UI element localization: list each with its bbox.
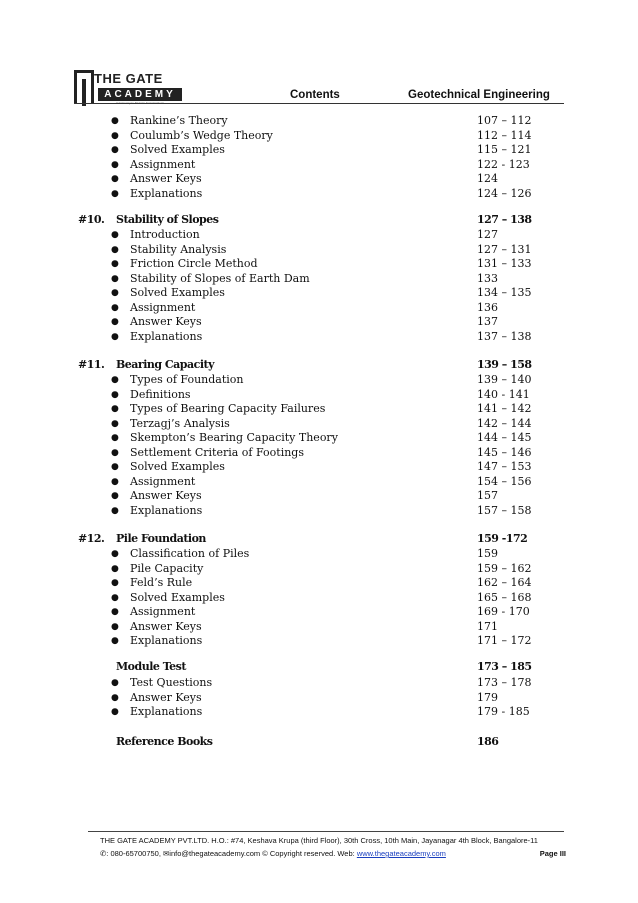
footer-divider <box>88 831 564 832</box>
toc-item-label: Types of Foundation <box>130 373 244 386</box>
toc-item-page: 165 – 168 <box>477 590 532 604</box>
bullet-icon: ● <box>111 244 119 255</box>
toc-item-label: Coulumb’s Wedge Theory <box>130 129 273 142</box>
toc-item-page: 137 – 138 <box>477 329 532 343</box>
chapter-title: Stability of Slopes <box>116 213 219 226</box>
footer-contact <box>100 849 566 858</box>
bullet-icon: ● <box>111 607 119 617</box>
toc-item-page: 169 - 170 <box>477 605 530 618</box>
page-number: Page III <box>539 849 566 858</box>
bullet-icon: ● <box>111 259 119 269</box>
toc-item-page: 162 – 164 <box>477 576 532 589</box>
toc-item-label: Skempton’s Bearing Capacity Theory <box>130 431 338 444</box>
toc-item-page: 145 – 146 <box>477 445 532 459</box>
bullet-icon: ● <box>111 678 119 688</box>
toc-item-label: Solved Examples <box>130 590 225 604</box>
bullet-icon: ● <box>111 375 119 385</box>
logo-mark-icon <box>74 70 94 103</box>
chapter-page: 139 – 158 <box>477 358 532 371</box>
bullet-icon: ● <box>111 549 119 559</box>
toc-item-label: Pile Capacity <box>130 561 204 575</box>
toc-item-label: Feld’s Rule <box>130 576 193 589</box>
toc-item-page: 144 – 145 <box>477 431 532 444</box>
logo-text: THE GATE <box>94 71 163 86</box>
toc-item-page: 141 – 142 <box>477 402 532 415</box>
toc-item-label: Test Questions <box>130 676 213 689</box>
toc-item-label: Solved Examples <box>130 143 225 156</box>
toc-item-label: Answer Keys <box>130 172 202 185</box>
toc-item-label: Assignment <box>130 474 196 488</box>
header-divider <box>74 103 564 104</box>
toc-item-page: 179 <box>477 690 498 704</box>
chapter-page: 159 -172 <box>477 532 528 545</box>
toc-item-page: 159 – 162 <box>477 561 532 575</box>
toc-item-label: Assignment <box>130 158 196 171</box>
toc-item-label: Answer Keys <box>130 489 202 502</box>
bullet-icon: ● <box>111 621 119 632</box>
bullet-icon: ● <box>111 145 119 155</box>
toc-item-page: 134 – 135 <box>477 286 532 299</box>
bullet-icon: ● <box>111 174 119 184</box>
toc-item-page: 157 <box>477 489 498 502</box>
footer-address: THE GATE ACADEMY PVT.LTD. H.O.: #74, Keshava Krupa (third Floor), 30th Cross, 10th Main, Jayanagar 4th Block, Bangalore-11 <box>100 836 538 845</box>
bullet-icon: ● <box>111 578 119 588</box>
toc-item-page: 124 – 126 <box>477 187 532 200</box>
bullet-icon: ● <box>111 476 119 487</box>
toc-item-label: Friction Circle Method <box>130 257 258 270</box>
toc-item-page: 179 - 185 <box>477 705 530 718</box>
bullet-icon: ● <box>111 404 119 414</box>
toc-item-page: 136 <box>477 300 498 314</box>
toc-item-label: Rankine’s Theory <box>130 114 228 127</box>
chapter-title: Reference Books <box>116 735 213 748</box>
toc-item-page: 115 – 121 <box>477 143 532 156</box>
toc-item-page: 171 – 172 <box>477 634 532 647</box>
bullet-icon: ● <box>111 317 119 327</box>
toc-item-page: 171 <box>477 619 498 633</box>
toc-item-label: Types of Bearing Capacity Failures <box>130 402 326 415</box>
bullet-icon: ● <box>111 462 119 472</box>
toc-item-page: 124 <box>477 172 498 185</box>
toc-item-page: 140 - 141 <box>477 387 530 401</box>
toc-item-page: 112 – 114 <box>477 129 532 142</box>
bullet-icon: ● <box>111 692 119 703</box>
toc-item-label: Stability Analysis <box>130 242 227 256</box>
footer-contact-text: ✆: 080-65700750, ✉info@thegateacademy.com © Copyright reserved. Web: <box>100 849 357 858</box>
toc-item-label: Explanations <box>130 634 203 647</box>
toc-item-label: Assignment <box>130 300 196 314</box>
chapter-number: #11. <box>78 358 105 371</box>
bullet-icon: ● <box>111 447 119 458</box>
bullet-icon: ● <box>111 592 119 603</box>
toc-item-label: Terzagj’s Analysis <box>130 416 230 430</box>
bullet-icon: ● <box>111 189 119 199</box>
toc-item-page: 154 – 156 <box>477 474 532 488</box>
bullet-icon: ● <box>111 160 119 170</box>
toc-item-page: 133 <box>477 271 498 285</box>
header-section: Contents <box>290 89 340 101</box>
bullet-icon: ● <box>111 273 119 284</box>
toc-item-label: Explanations <box>130 503 203 517</box>
toc-item-label: Explanations <box>130 187 203 200</box>
toc-item-label: Classification of Piles <box>130 547 250 560</box>
bullet-icon: ● <box>111 433 119 443</box>
toc-item-label: Answer Keys <box>130 619 202 633</box>
toc-item-label: Introduction <box>130 228 200 241</box>
bullet-icon: ● <box>111 491 119 501</box>
toc-item-page: 127 <box>477 228 498 241</box>
chapter-page: 127 – 138 <box>477 213 532 226</box>
toc-item-page: 157 – 158 <box>477 503 532 517</box>
toc-item-label: Answer Keys <box>130 315 202 328</box>
toc-item-page: 139 – 140 <box>477 373 532 386</box>
chapter-title: Module Test <box>116 660 186 673</box>
bullet-icon: ● <box>111 302 119 313</box>
toc-item-label: Stability of Slopes of Earth Dam <box>130 271 310 285</box>
bullet-icon: ● <box>111 636 119 646</box>
bullet-icon: ● <box>111 418 119 429</box>
footer-web-link[interactable]: www.thegateacademy.com <box>356 849 446 858</box>
toc-item-page: 159 <box>477 547 498 560</box>
bullet-icon: ● <box>111 288 119 298</box>
toc-item-page: 147 – 153 <box>477 460 532 473</box>
header-subject: Geotechnical Engineering <box>408 89 550 101</box>
toc-item-label: Definitions <box>130 387 191 401</box>
toc-item-page: 137 <box>477 315 498 328</box>
chapter-page: 173 – 185 <box>477 660 532 673</box>
chapter-number: #12. <box>78 532 105 545</box>
toc-item-label: Answer Keys <box>130 690 202 704</box>
chapter-title: Bearing Capacity <box>116 358 214 371</box>
bullet-icon: ● <box>111 116 119 126</box>
logo-bar-text: ACADEMY <box>98 88 182 101</box>
toc-item-page: 122 - 123 <box>477 158 530 171</box>
chapter-title: Pile Foundation <box>116 532 206 545</box>
bullet-icon: ● <box>111 331 119 342</box>
bullet-icon: ● <box>111 389 119 400</box>
toc-item-label: Solved Examples <box>130 460 225 473</box>
bullet-icon: ● <box>111 563 119 574</box>
toc-item-label: Explanations <box>130 705 203 718</box>
toc-item-label: Settlement Criteria of Footings <box>130 445 304 459</box>
bullet-icon: ● <box>111 131 119 141</box>
bullet-icon: ● <box>111 707 119 717</box>
toc-item-page: 131 – 133 <box>477 257 532 270</box>
bullet-icon: ● <box>111 505 119 516</box>
toc-item-label: Assignment <box>130 605 196 618</box>
chapter-page: 186 <box>477 735 499 748</box>
toc-item-label: Explanations <box>130 329 203 343</box>
toc-item-page: 127 – 131 <box>477 242 532 256</box>
toc-item-page: 142 – 144 <box>477 416 532 430</box>
bullet-icon: ● <box>111 230 119 240</box>
toc-item-page: 173 – 178 <box>477 676 532 689</box>
chapter-number: #10. <box>78 213 105 226</box>
toc-item-label: Solved Examples <box>130 286 225 299</box>
academy-logo <box>74 70 182 106</box>
toc-item-page: 107 – 112 <box>477 114 532 127</box>
